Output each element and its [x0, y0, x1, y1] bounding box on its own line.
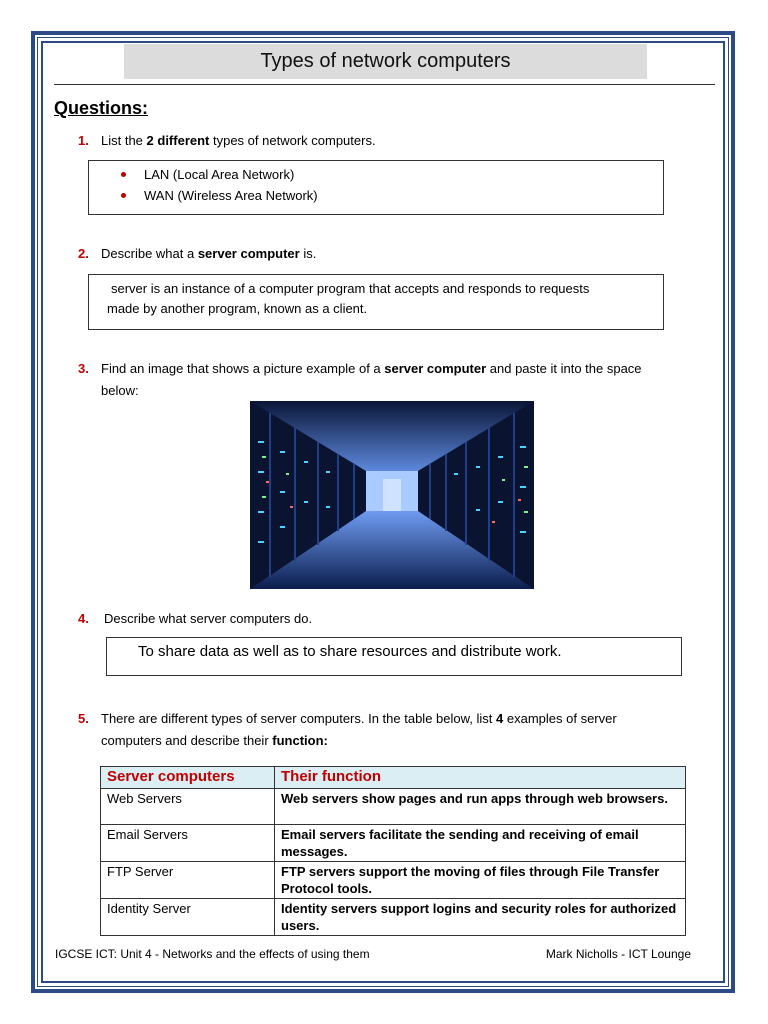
function-cell: Web servers show pages and run apps through web browsers. — [275, 789, 686, 825]
table-header: Server computers — [101, 767, 275, 789]
answer-box-4 — [106, 637, 682, 676]
question-number: 4. — [78, 611, 89, 626]
question-text: Find an image that shows a picture example of a — [101, 361, 385, 376]
question-text: examples of server — [503, 711, 617, 726]
answer-line: server is an instance of a computer program that accepts and responds to requests — [111, 281, 590, 296]
question-3 — [78, 358, 698, 402]
server-room-image — [250, 401, 534, 589]
question-1 — [78, 130, 376, 152]
table-row — [101, 789, 686, 825]
server-cell: Identity Server — [101, 899, 275, 936]
question-text: computers and describe their — [101, 733, 273, 748]
page-title: Types of network computers — [124, 44, 647, 79]
question-4 — [78, 608, 312, 630]
table-row — [101, 862, 686, 899]
question-text: types of network computers. — [209, 133, 376, 148]
question-2 — [78, 243, 316, 265]
list-item: WAN (Wireless Area Network) — [89, 185, 663, 206]
server-room-illustration — [250, 401, 534, 589]
function-cell: FTP servers support the moving of files through File Transfer Protocol tools. — [275, 862, 686, 899]
footer-left: IGCSE ICT: Unit 4 - Networks and the effects of using them — [55, 947, 370, 961]
title-divider — [54, 84, 715, 85]
question-text: and paste it into the space — [486, 361, 642, 376]
server-table — [100, 766, 686, 936]
answer-box-2 — [88, 274, 664, 330]
questions-heading: Questions: — [54, 98, 149, 118]
server-cell: FTP Server — [101, 862, 275, 899]
question-text: Describe what server computers do. — [104, 611, 313, 626]
list-item: LAN (Local Area Network) — [89, 164, 663, 185]
question-text: Describe what a — [101, 246, 198, 261]
question-number: 3. — [78, 361, 89, 376]
question-bold: 4 — [496, 711, 504, 726]
footer-right: Mark Nicholls - ICT Lounge — [545, 947, 691, 961]
question-bold: 2 different — [146, 133, 210, 148]
question-text: List the — [101, 133, 147, 148]
table-header: Their function — [275, 767, 686, 789]
question-number: 5. — [78, 711, 89, 726]
table-row — [101, 899, 686, 936]
question-5 — [78, 708, 698, 752]
table-row — [101, 825, 686, 862]
question-bold: function: — [272, 733, 328, 748]
question-text: below: — [101, 383, 139, 398]
function-cell: Identity servers support logins and security roles for authorized users. — [275, 899, 686, 936]
question-bold: server computer — [197, 246, 300, 261]
function-cell: Email servers facilitate the sending and receiving of email messages. — [275, 825, 686, 862]
question-bold: server computer — [384, 361, 487, 376]
answer-text: To share data as well as to share resources and distribute work. — [138, 643, 562, 660]
answer-box-1 — [88, 160, 664, 215]
question-number: 2. — [78, 246, 89, 261]
server-cell: Web Servers — [101, 789, 275, 825]
question-number: 1. — [78, 133, 89, 148]
question-text-line2 — [78, 730, 698, 752]
server-cell: Email Servers — [101, 825, 275, 862]
answer-line: made by another program, known as a client. — [107, 301, 368, 316]
question-text: is. — [299, 246, 317, 261]
question-text: There are different types of server computers. In the table below, list — [101, 711, 497, 726]
table-header-row — [101, 767, 686, 789]
